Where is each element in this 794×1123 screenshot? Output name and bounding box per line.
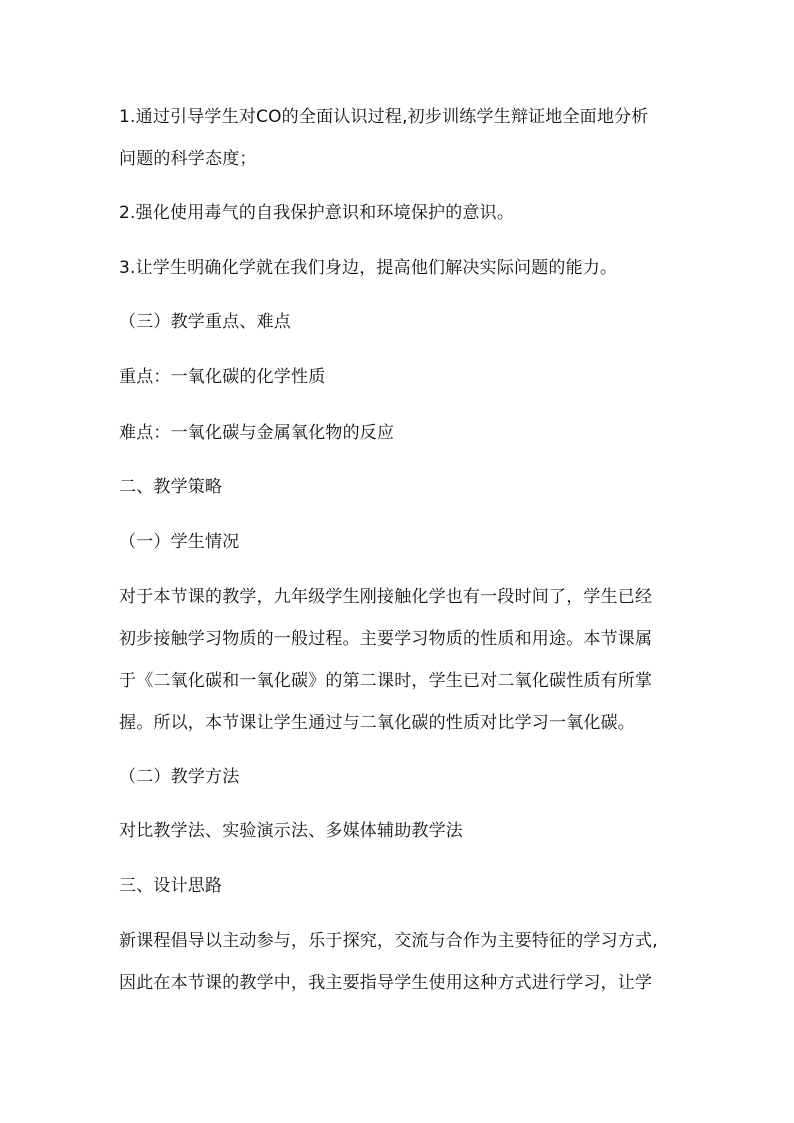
heading-method: （二）教学方法 xyxy=(119,767,240,787)
goal-1-line-2: 问题的科学态度； xyxy=(119,149,257,169)
goal-3: 3.让学生明确化学就在我们身边，提高他们解决实际问题的能力。 xyxy=(119,258,618,278)
heading-key-points: （三）教学重点、难点 xyxy=(119,312,291,332)
design-line-1: 新课程倡导以主动参与，乐于探究，交流与合作为主要特征的学习方式, xyxy=(119,931,658,951)
heading-strategy: 二、教学策略 xyxy=(119,477,223,497)
student-line-2: 初步接触学习物质的一般过程。主要学习物质的性质和用途。本节课属 xyxy=(119,629,653,649)
goal-2: 2.强化使用毒气的自我保护意识和环境保护的意识。 xyxy=(119,203,515,223)
method: 对比教学法、实验演示法、多媒体辅助教学法 xyxy=(119,821,463,841)
student-line-3: 于《二氧化碳和一氧化碳》的第二课时，学生已对二氧化碳性质有所掌 xyxy=(119,671,653,691)
difficult-point: 难点：一氧化碳与金属氧化物的反应 xyxy=(119,423,395,443)
design-line-2: 因此在本节课的教学中，我主要指导学生使用这种方式进行学习，让学 xyxy=(119,973,653,993)
key-point: 重点：一氧化碳的化学性质 xyxy=(119,367,326,387)
student-line-1: 对于本节课的教学，九年级学生刚接触化学也有一段时间了，学生已经 xyxy=(119,587,653,607)
goal-1-line-1: 1.通过引导学生对CO的全面认识过程,初步训练学生辩证地全面地分析 xyxy=(119,107,649,127)
heading-student: （一）学生情况 xyxy=(119,532,240,552)
heading-design: 三、设计思路 xyxy=(119,876,223,896)
student-line-4: 握。所以，本节课让学生通过与二氧化碳的性质对比学习一氧化碳。 xyxy=(119,713,635,733)
